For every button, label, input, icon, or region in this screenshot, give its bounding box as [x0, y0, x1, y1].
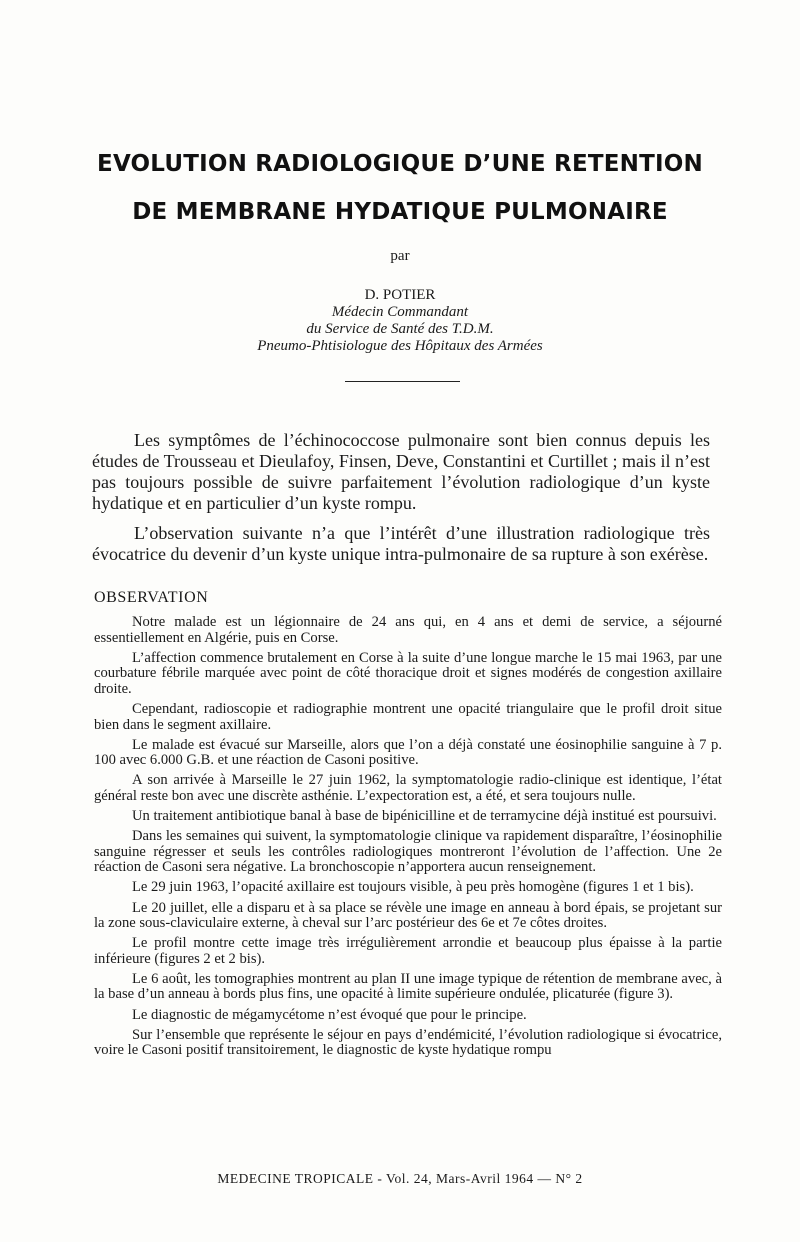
- by-line: par: [390, 248, 410, 264]
- body-paragraph: Notre malade est un légionnaire de 24 ans qui, en 4 ans et demi de service, a séjourné essentiellement en Algérie, puis en Corse.: [94, 614, 722, 646]
- author-block: [200, 287, 600, 355]
- article-title-line-1: EVOLUTION RADIOLOGIQUE D’UNE RETENTION: [97, 151, 703, 177]
- body-paragraph: Le malade est évacué sur Marseille, alors que l’on a déjà constaté une éosinophilie sanguine à 7 p. 100 avec 6.000 G.B. et une réaction de Casoni positive.: [94, 736, 722, 769]
- separator-rule: [345, 381, 460, 382]
- intro-paragraph: Les symptômes de l’échinococcose pulmonaire sont bien connus depuis les études de Trousseau et Dieulafoy, Finsen, Deve, Constantini et Curtillet ; mais il n’est pas toujours possible de suivre parfaitement l’évolution radiologique d’un kyste hydatique et en particulier d’un kyste rompu.: [92, 430, 710, 513]
- body-paragraph: Un traitement antibiotique banal à base de bipénicilline et de terramycine déjà institué est poursuivi.: [132, 808, 717, 825]
- author-name: D. POTIER: [364, 287, 436, 303]
- author-role-1: Médecin Commandant: [331, 304, 469, 320]
- author-role-2: du Service de Santé des T.D.M.: [306, 321, 494, 337]
- body-paragraph: Cependant, radioscopie et radiographie montrent une opacité triangulaire que le profil droit situe bien dans le segment axillaire.: [94, 700, 722, 733]
- journal-footer: MEDECINE TROPICALE - Vol. 24, Mars-Avril 1964 — N° 2: [217, 1171, 583, 1186]
- body-paragraph: A son arrivée à Marseille le 27 juin 1962, la symptomatologie radio-clinique est identique, l’état général reste bon avec une discrète asthénie. L’expectoration est, a été, et sera toujours nulle.: [94, 772, 722, 804]
- body-paragraph: Le profil montre cette image très irrégulièrement arrondie et beaucoup plus épaisse à la partie inférieure (figures 2 et 2 bis).: [94, 935, 722, 967]
- body-paragraph: Le 29 juin 1963, l’opacité axillaire est toujours visible, à peu près homogène (figures 1 et 1 bis).: [132, 879, 694, 896]
- body-paragraph: Le 20 juillet, elle a disparu et à sa place se révèle une image en anneau à bord épais, se projetant sur la zone sous-claviculaire externe, à cheval sur l’arc postérieur des 6e et 7e côtes droites.: [94, 899, 722, 932]
- body-paragraph: Le 6 août, les tomographies montrent au plan II une image typique de rétention de membrane avec, à la base d’un anneau à bords plus fins, une opacité à limite supérieure ondulée, plicaturée (figure 3).: [94, 970, 722, 1003]
- introduction: [92, 430, 710, 574]
- article-title-line-2: DE MEMBRANE HYDATIQUE PULMONAIRE: [132, 199, 668, 225]
- body-paragraph: Le diagnostic de mégamycétome n’est évoqué que pour le principe.: [132, 1006, 527, 1023]
- author-role-3: Pneumo-Phtisiologue des Hôpitaux des Armées: [257, 338, 543, 354]
- intro-paragraph: L’observation suivante n’a que l’intérêt d’une illustration radiologique très évocatrice du devenir d’un kyste unique intra-pulmonaire de sa rupture à son exérèse.: [92, 523, 710, 564]
- section-heading: OBSERVATION: [94, 589, 209, 606]
- body-paragraph: Dans les semaines qui suivent, la symptomatologie clinique va rapidement disparaître, l’éosinophilie sanguine régresser et seuls les contrôles radiologiques montreront l’évolution de l’affection. Une 2e réaction de Casoni sera négative. La bronchoscopie n’apportera aucun renseignement.: [94, 828, 722, 876]
- observation-body: [94, 615, 722, 1063]
- body-paragraph: L’affection commence brutalement en Corse à la suite d’une longue marche le 15 mai 1963, par une courbature fébrile marquée avec point de côté thoracique droit et signes modérés de congestion axillaire droite.: [94, 649, 722, 697]
- body-paragraph: Sur l’ensemble que représente le séjour en pays d’endémicité, l’évolution radiologique si évocatrice, voire le Casoni positif transitoirement, le diagnostic de kyste hydatique rompu: [94, 1026, 722, 1059]
